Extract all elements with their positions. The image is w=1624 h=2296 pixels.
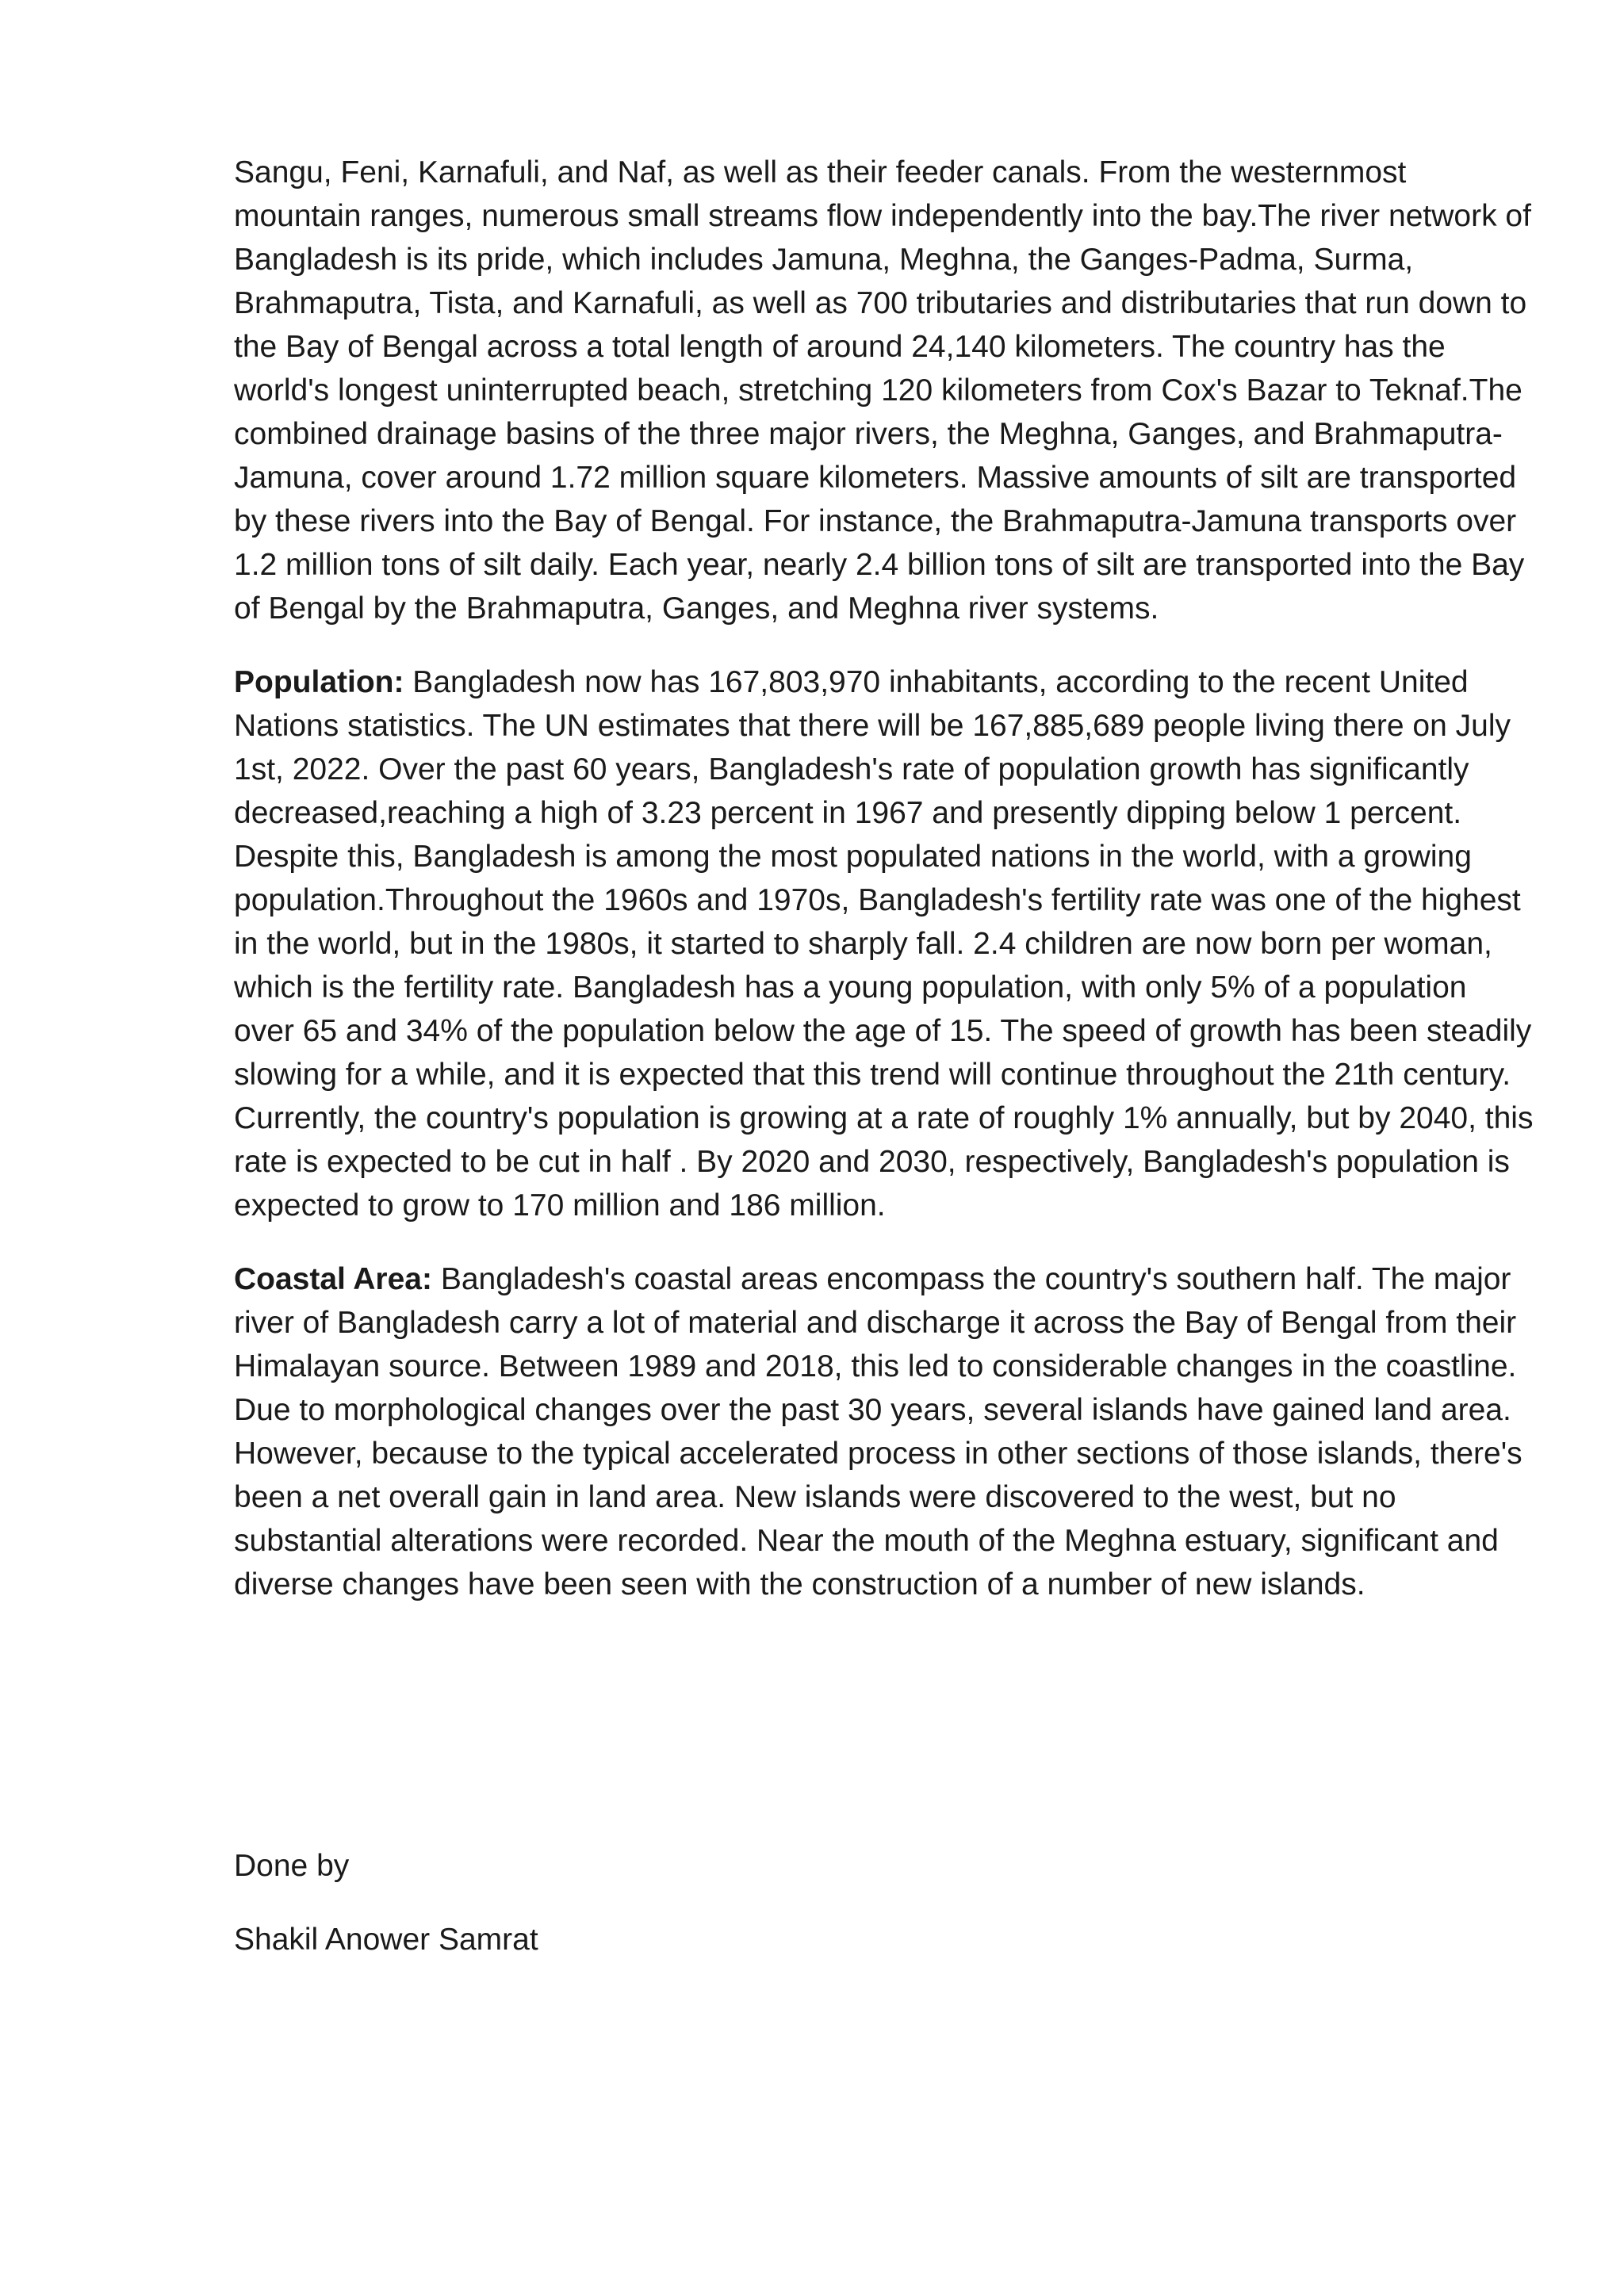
document-body [234,151,1534,1636]
coastal-area-paragraph [234,1257,1534,1606]
coastal-area-paragraph-text: Bangladesh's coastal areas encompass the country's southern half. The major river of Bangladesh carry a lot of material and discharge it across the Bay of Bengal from their Himalayan source. Between 1989 and 2018, this led to considerable changes in the coastline. Due to morphological changes over the past 30 years, several islands have gained land area. However, because to the typical accelerated process in other sections of those islands, there's been a net overall gain in land area. New islands were discovered to the west, but no substantial alterations were recorded. Near the mouth of the Meghna estuary, significant and diverse changes have been seen with the construction of a number of new islands. [234,1262,1522,1601]
rivers-paragraph-text: Sangu, Feni, Karnafuli, and Naf, as well as their feeder canals. From the westernmost mountain ranges, numerous small streams flow independently into the bay.The river network of Bangladesh is its pride, which includes Jamuna, Meghna, the Ganges-Padma, Surma, Brahmaputra, Tista, and Karnafuli, as well as 700 tributaries and distributaries that run down to the Bay of Bengal across a total length of around 24,140 kilometers. The country has the world's longest uninterrupted beach, stretching 120 kilometers from Cox's Bazar to Teknaf.The combined drainage basins of the three major rivers, the Meghna, Ganges, and Brahmaputra-Jamuna, cover around 1.72 million square kilometers. Massive amounts of silt are transported by these rivers into the Bay of Bengal. For instance, the Brahmaputra-Jamuna transports over 1.2 million tons of silt daily. Each year, nearly 2.4 billion tons of silt are transported into the Bay of Bengal by the Brahmaputra, Ganges, and Meghna river systems. [234,155,1531,626]
done-by-label: Done by [234,1849,350,1883]
rivers-paragraph [234,151,1534,630]
population-paragraph-text: Bangladesh now has 167,803,970 inhabitants, according to the recent United Nations statistics. The UN estimates that there will be 167,885,689 people living there on July 1st, 2022. Over the past 60 years, Bangladesh's rate of population growth has significantly decreased,reaching a high of 3.23 percent in 1967 and presently dipping below 1 percent. Despite this, Bangladesh is among the most populated nations in the world, with a growing population.Throughout the 1960s and 1970s, Bangladesh's fertility rate was one of the highest in the world, but in the 1980s, it started to sharply fall. 2.4 children are now born per woman, which is the fertility rate. Bangladesh has a young population, with only 5% of a population over 65 and 34% of the population below the age of 15. The speed of growth has been steadily slowing for a while, and it is expected that this trend will continue throughout the 21th century. Currently, the country's population is growing at a rate of roughly 1% annually, but by 2040, this rate is expected to be cut in half . By 2020 and 2030, respectively, Bangladesh's population is expected to grow to 170 million and 186 million. [234,665,1534,1223]
coastal-area-heading: Coastal Area: [234,1262,432,1296]
population-paragraph [234,660,1534,1227]
population-heading: Population: [234,665,404,699]
signature-block [234,1844,1534,1992]
author-name: Shakil Anower Samrat [234,1923,538,1957]
